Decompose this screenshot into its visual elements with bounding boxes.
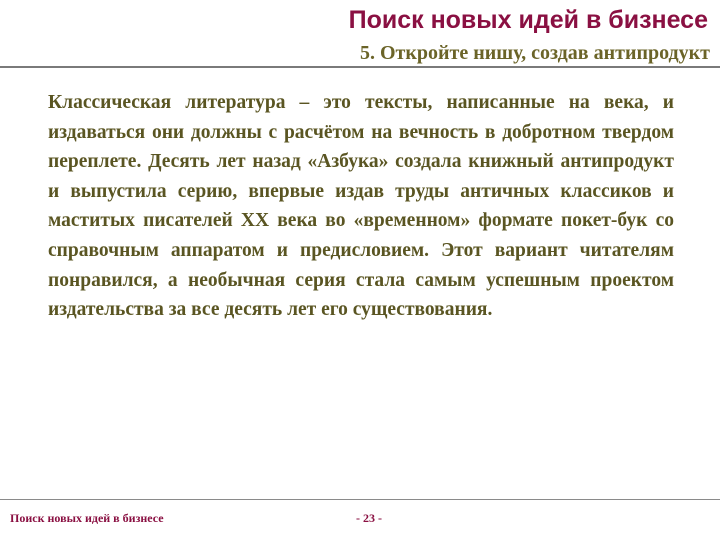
footer-title: Поиск новых идей в бизнесе: [10, 511, 164, 525]
body-paragraph: Классическая литература – это тексты, написанные на века, и издаваться они должны с расчётом на вечность в добротном твердом переплете. Десять лет назад «Азбука» создала книжный антипродукт и выпустила серию, впервые издав труды античных классиков и маститых писателей XX века во «временном» формате покет-бук со справочным аппаратом и предисловием. Этот вариант читателям понравился, а необычная серия стала самым успешным проектом издательства за все десять лет его существования.: [48, 92, 674, 321]
slide-title: Поиск новых идей в бизнесе: [348, 6, 708, 34]
slide-subtitle: 5. Откройте нишу, создав антипродукт: [359, 42, 710, 64]
header-divider: [0, 66, 720, 68]
footer-divider: [0, 499, 720, 500]
page-number: - 23 -: [356, 511, 382, 525]
